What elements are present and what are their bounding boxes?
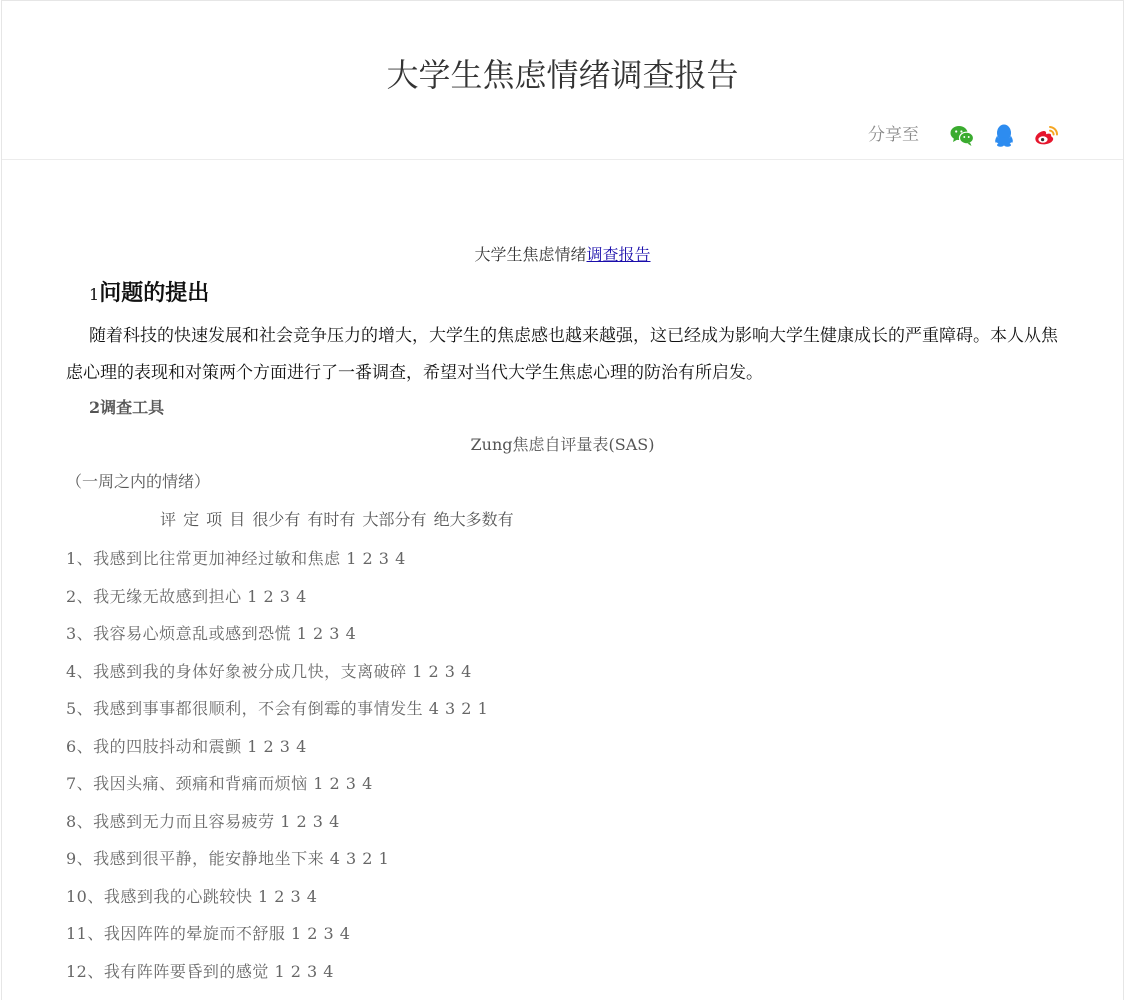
share-bar (868, 122, 1059, 148)
subtitle-text: 大学生焦虑情绪 (474, 245, 587, 264)
list-item: 10、我感到我的心跳较快 1 2 3 4 (66, 886, 318, 906)
article-page (1, 0, 1124, 1000)
list-item: 8、我感到无力而且容易疲劳 1 2 3 4 (66, 811, 340, 831)
report-link[interactable]: 调查报告 (586, 245, 651, 264)
share-label: 分享至 (868, 125, 919, 145)
scale-title: Zung焦虑自评量表(SAS) (470, 435, 655, 454)
list-item: 12、我有阵阵要昏到的感觉 1 2 3 4 (66, 961, 334, 981)
scale-items-list (66, 548, 488, 998)
list-item: 4、我感到我的身体好象被分成几快，支离破碎 1 2 3 4 (66, 661, 472, 681)
list-item: 3、我容易心烦意乱或感到恐慌 1 2 3 4 (66, 624, 357, 643)
list-item: 6、我的四肢抖动和震颤 1 2 3 4 (66, 736, 307, 756)
list-item: 1、我感到比往常更加神经过敏和焦虑 1 2 3 4 (66, 549, 406, 568)
page-title: 大学生焦虑情绪调查报告 (386, 56, 739, 94)
list-item: 11、我因阵阵的晕旋而不舒服 1 2 3 4 (66, 924, 351, 943)
qq-icon[interactable] (991, 122, 1017, 148)
list-item: 9、我感到很平静，能安静地坐下来 4 3 2 1 (66, 849, 390, 868)
section1-heading (89, 280, 209, 309)
article-header (2, 1, 1123, 160)
scale-scope: （一周之内的情绪） (66, 472, 211, 491)
wechat-icon[interactable] (949, 122, 975, 148)
weibo-icon[interactable] (1033, 122, 1059, 148)
section1-number: 1 (89, 285, 100, 304)
section1-paragraph: 随着科技的快速发展和社会竞争压力的增大，大学生的焦虑感也越来越强，这已经成为影响大学生健康成长的严重障碍。本人从焦虑心理的表现和对策两个方面进行了一番调查，希望对当代大学生焦虑心理的防治有所启发。 (66, 326, 1058, 383)
section2-heading: 2调查工具 (89, 398, 165, 417)
list-item: 2、我无缘无故感到担心 1 2 3 4 (66, 586, 307, 606)
section1-title: 问题的提出 (99, 281, 210, 306)
list-item: 5、我感到事事都很顺利，不会有倒霉的事情发生 4 3 2 1 (66, 699, 489, 718)
list-item: 7、我因头痛、颈痛和背痛而烦恼 1 2 3 4 (66, 774, 373, 793)
scale-column-header: 评 定 项 目 很少有 有时有 大部分有 绝大多数有 (160, 510, 514, 529)
article-subtitle (2, 244, 1123, 266)
